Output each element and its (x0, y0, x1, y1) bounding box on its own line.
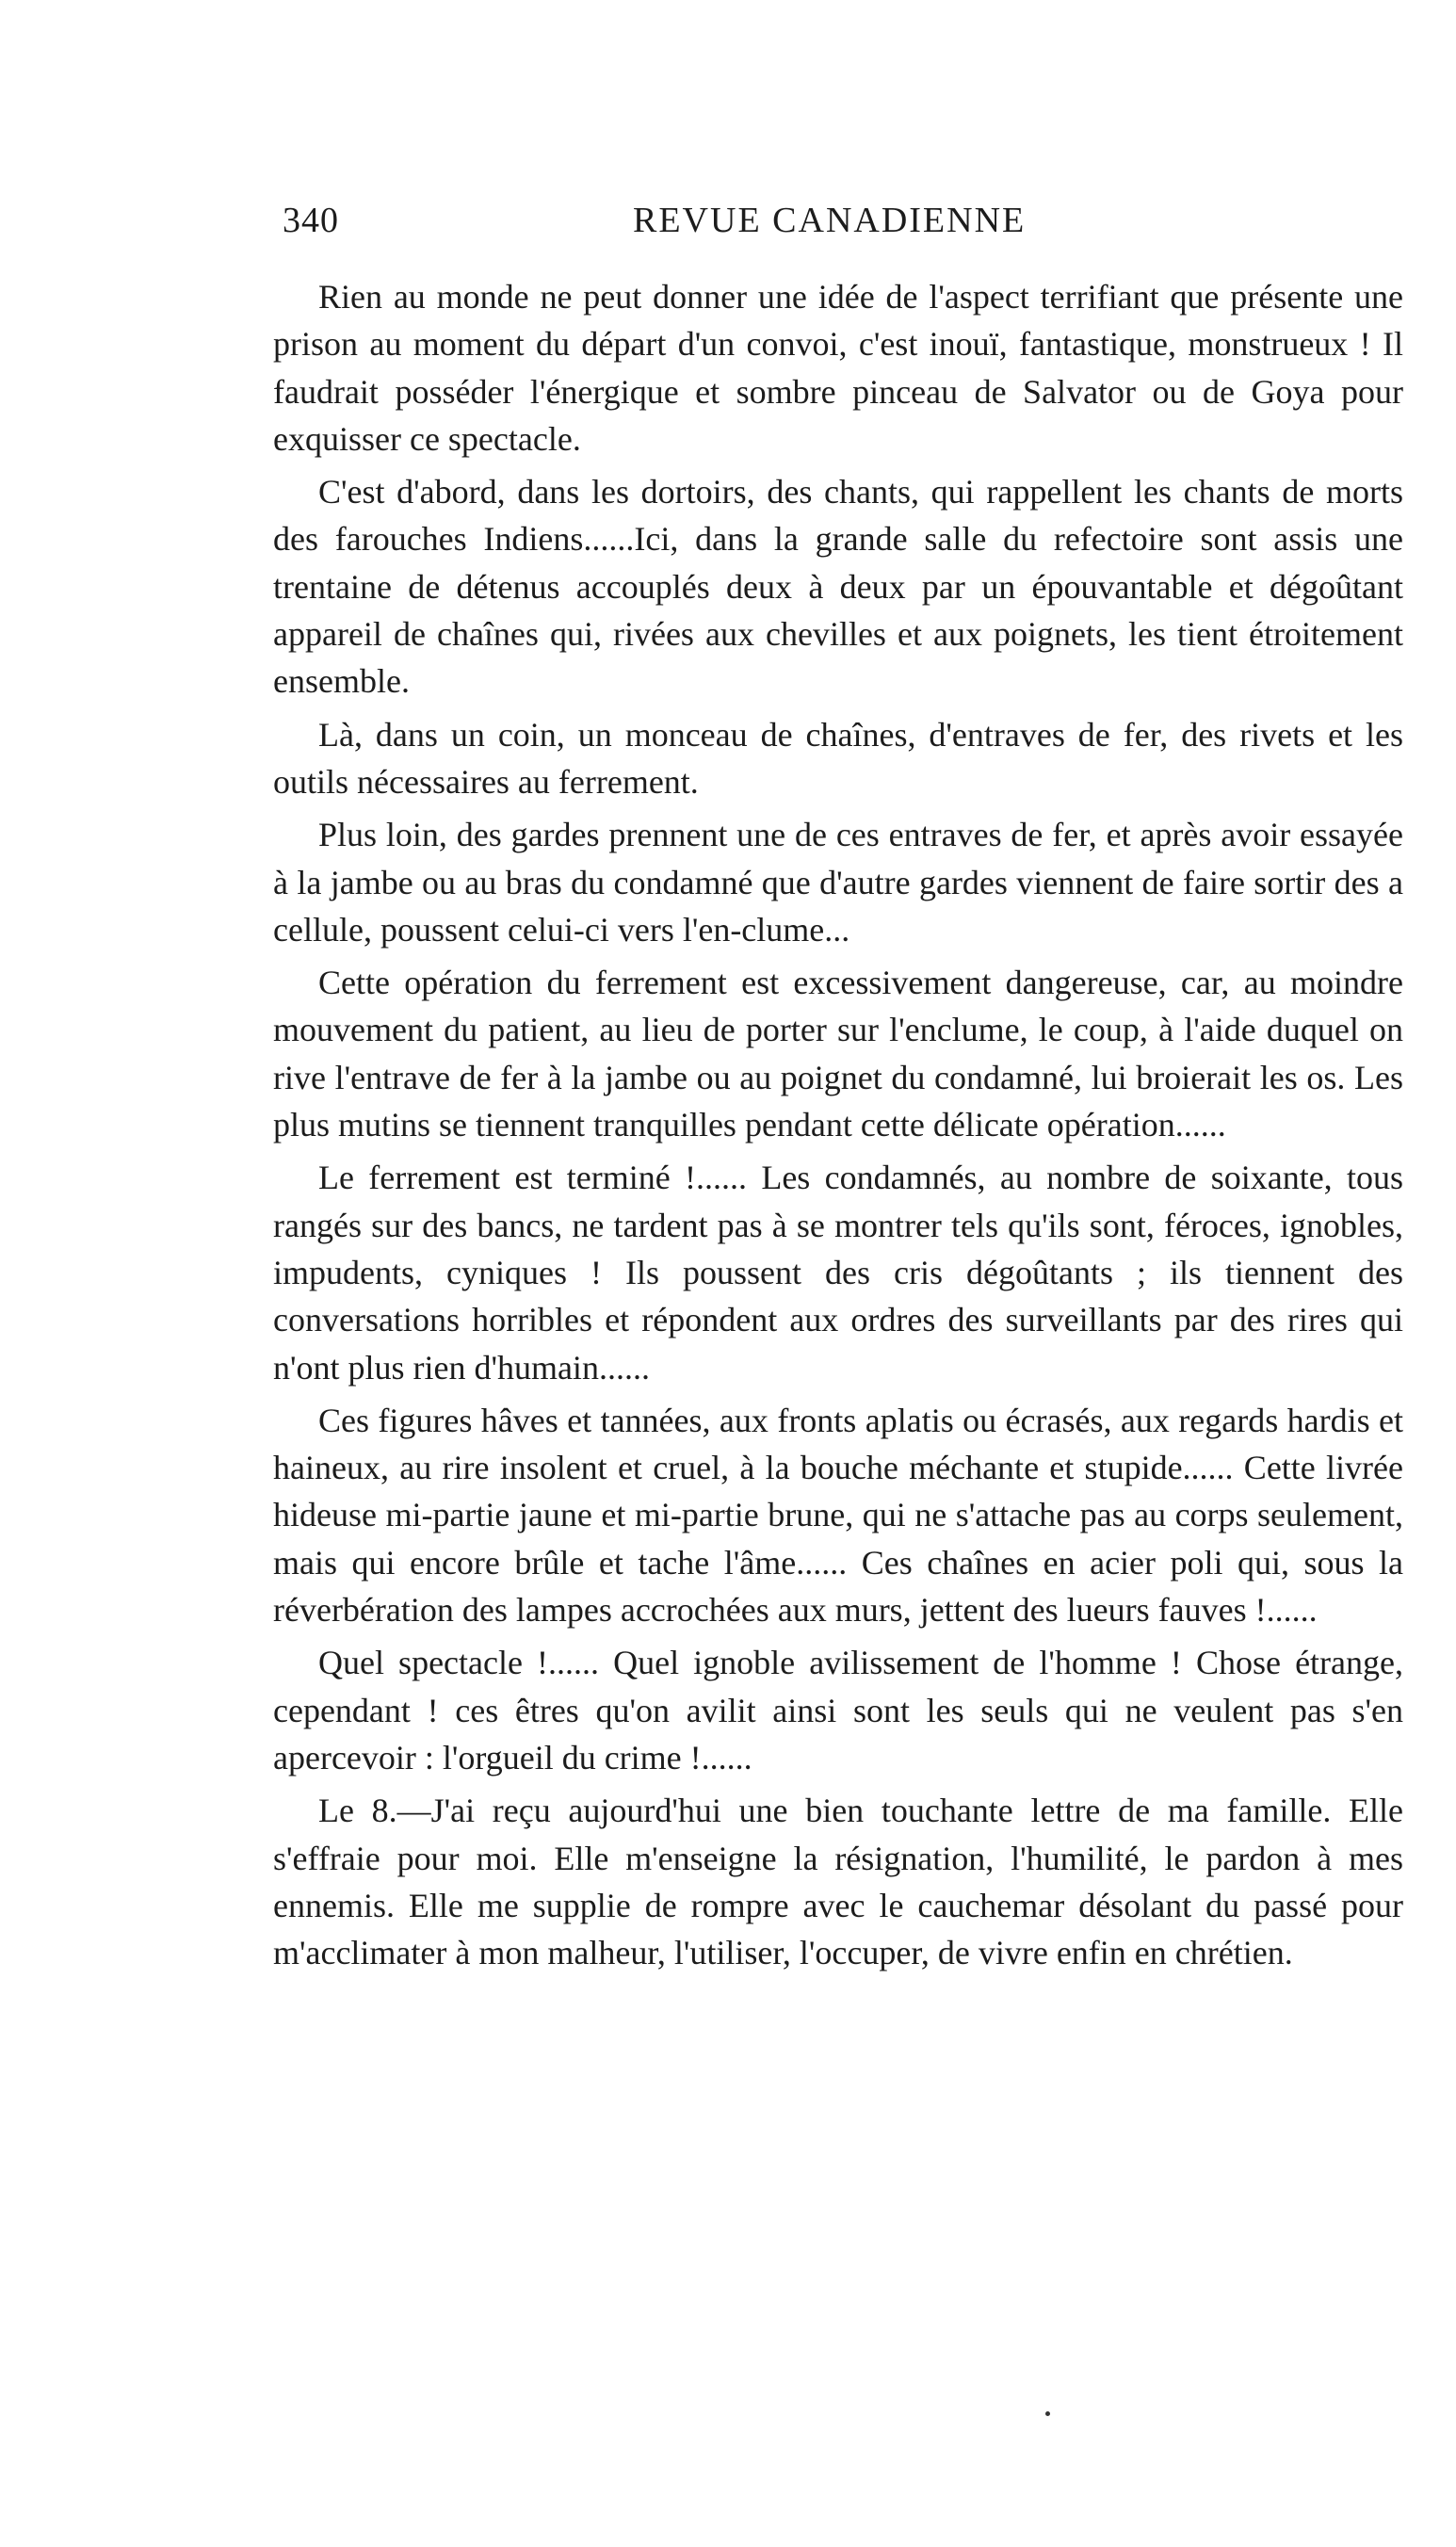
page-header (283, 200, 1234, 247)
running-title: REVUE CANADIENNE (633, 201, 1027, 240)
paragraph: Quel spectacle !...... Quel ignoble avilissement de l'homme ! Chose étrange, cependant ! ces êtres qu'on avilit ainsi sont les seuls qui ne veulent pas s'en apercevoir : l'orgueil du crime !...... (273, 1644, 1403, 1776)
paragraph: Cette opération du ferrement est excessivement dangereuse, car, au moindre mouvement du patient, au lieu de porter sur l'enclume, le coup, à l'aide duquel on rive l'entrave de fer à la jambe ou au poignet du condamné, lui broierait les os. Les plus mutins se tiennent tranquilles pendant cette délicate opération...... (273, 964, 1403, 1144)
paragraph: Là, dans un coin, un monceau de chaînes, d'entraves de fer, des rivets et les outils nécessaires au ferrement. (273, 715, 1403, 801)
ink-speck (1045, 2411, 1050, 2416)
paragraph: Rien au monde ne peut donner une idée de l'aspect terrifiant que présente une prison au moment du départ d'un convoi, c'est inouï, fantastique, monstrueux ! Il faudrait posséder l'énergique et sombre pinceau de Salvator ou de Goya pour exquisser ce spectacle. (273, 278, 1403, 458)
paragraph: C'est d'abord, dans les dortoirs, des chants, qui rappellent les chants de morts des farouches Indiens......Ici, dans la grande salle du refectoire sont assis une trentaine de détenus accouplés deux à deux par un épouvantable et dégoûtant appareil de chaînes qui, rivées aux chevilles et aux poignets, les tient étroitement ensemble. (273, 473, 1403, 701)
paragraph: Le 8.—J'ai reçu aujourd'hui une bien touchante lettre de ma famille. Elle s'effraie pour moi. Elle m'enseigne la résignation, l'humilité, le pardon à mes ennemis. Elle me supplie de rompre avec le cauchemar désolant du passé pour m'acclimater à mon malheur, l'utiliser, l'occuper, de vivre enfin en chrétien. (273, 1792, 1403, 1972)
page-number: 340 (283, 201, 339, 240)
body-text (273, 273, 1403, 1982)
paragraph: Ces figures hâves et tannées, aux fronts aplatis ou écrasés, aux regards hardis et haineux, au rire insolent et cruel, à la bouche méchante et stupide...... Cette livrée hideuse mi-partie jaune et mi-partie brune, qui ne s'attache pas au corps seulement, mais qui encore brûle et tache l'âme...... Ces chaînes en acier poli qui, sous la réverbération des lampes accrochées aux murs, jettent des lueurs fauves !...... (273, 1401, 1403, 1630)
paragraph: Plus loin, des gardes prennent une de ces entraves de fer, et après avoir essayée à la jambe ou au bras du condamné que d'autre gardes viennent de faire sortir des a cellule, poussent celui-ci vers l'en-clume... (273, 816, 1403, 949)
paragraph: Le ferrement est terminé !...... Les condamnés, au nombre de soixante, tous rangés sur des bancs, ne tardent pas à se montrer tels qu'ils sont, féroces, ignobles, impudents, cyniques ! Ils poussent des cris dégoûtants ; ils tiennent des conversations horribles et répondent aux ordres des surveillants par des rires qui n'ont plus rien d'humain...... (273, 1159, 1403, 1387)
